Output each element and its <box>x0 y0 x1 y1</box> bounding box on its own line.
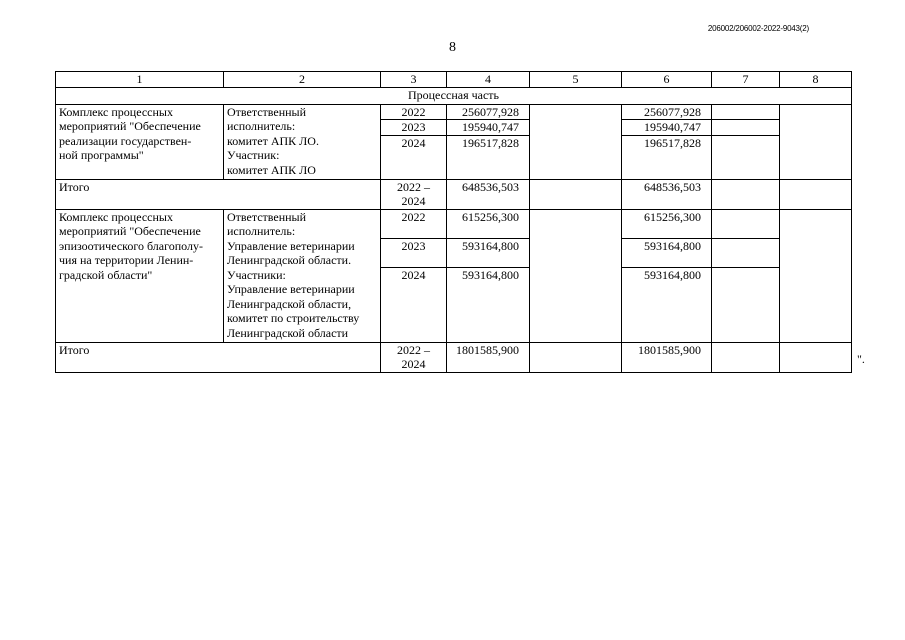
total-row <box>56 342 852 372</box>
section-row <box>56 87 852 104</box>
executor-line: Ленинградской области, <box>227 296 352 311</box>
executor-line: исполнитель: <box>227 119 296 133</box>
executor-line: Ответственный <box>227 104 307 119</box>
table-row <box>56 209 852 238</box>
value-cell <box>712 267 780 342</box>
header-cell: 3 <box>381 72 447 88</box>
value-cell: 615256,300 <box>447 209 530 238</box>
activity-name-line: чия на территории Ленин- <box>59 253 194 267</box>
value-cell <box>530 120 622 136</box>
activity-name-line: реализации государствен- <box>59 133 192 148</box>
total-label: Итого <box>56 342 381 372</box>
total-years <box>381 342 447 372</box>
total-value <box>780 342 852 372</box>
value-cell: 256077,928 <box>447 104 530 120</box>
executor-line: Управление ветеринарии <box>227 282 355 296</box>
total-label: Итого <box>56 179 381 209</box>
activity-name-line: градской области" <box>59 267 153 282</box>
value-cell <box>712 104 780 120</box>
value-cell <box>712 238 780 267</box>
value-cell <box>780 238 852 267</box>
activity-name-line: Комплекс процессных <box>59 209 173 224</box>
executor-line: комитет АПК ЛО <box>227 162 316 177</box>
year-cell: 2022 <box>381 104 447 120</box>
value-cell: 256077,928 <box>622 104 712 120</box>
value-cell: 195940,747 <box>622 120 712 136</box>
value-cell: 593164,800 <box>622 238 712 267</box>
activity-name-line: эпизоотического благополу- <box>59 238 203 253</box>
header-cell: 5 <box>530 72 622 88</box>
header-cell: 7 <box>712 72 780 88</box>
activity-name-line: Комплекс процессных <box>59 104 173 119</box>
total-years-line: 2022 – <box>397 342 430 357</box>
value-cell <box>712 135 780 179</box>
total-value: 1801585,900 <box>447 342 530 372</box>
executor-line: комитет АПК ЛО. <box>227 133 319 148</box>
total-value <box>530 179 622 209</box>
header-cell: 2 <box>224 72 381 88</box>
executor-line: Участник: <box>227 148 280 162</box>
total-years-line: 2024 <box>401 357 426 371</box>
value-cell <box>780 209 852 238</box>
total-value <box>530 342 622 372</box>
budget-table <box>55 71 852 373</box>
total-value <box>712 342 780 372</box>
value-cell: 593164,800 <box>447 238 530 267</box>
value-cell: 593164,800 <box>447 267 530 342</box>
value-cell <box>530 238 622 267</box>
total-row <box>56 179 852 209</box>
value-cell: 196517,828 <box>447 135 530 179</box>
value-cell <box>530 135 622 179</box>
page-number: 8 <box>449 40 456 55</box>
document-id: 206002/206002-2022-9043(2) <box>707 24 809 33</box>
value-cell: 615256,300 <box>622 209 712 238</box>
activity-name-cell <box>56 209 224 342</box>
value-cell <box>530 209 622 238</box>
header-cell: 4 <box>447 72 530 88</box>
header-row <box>56 72 852 88</box>
executor-cell <box>224 104 381 179</box>
executor-line: Ленинградской области. <box>227 253 352 267</box>
activity-name-line: мероприятий "Обеспечение <box>59 119 201 133</box>
executor-line: Ответственный <box>227 209 307 224</box>
executor-line: исполнитель: <box>227 224 296 238</box>
executor-line: Ленинградской области <box>227 325 349 340</box>
total-years <box>381 179 447 209</box>
total-value <box>712 179 780 209</box>
year-cell: 2024 <box>381 267 447 342</box>
activity-name-line: мероприятий "Обеспечение <box>59 224 201 238</box>
value-cell <box>780 104 852 120</box>
total-years-line: 2024 <box>401 194 426 208</box>
value-cell <box>530 104 622 120</box>
activity-name-line: ной программы" <box>59 148 144 162</box>
header-cell: 8 <box>780 72 852 88</box>
total-value: 648536,503 <box>622 179 712 209</box>
table-row <box>56 104 852 120</box>
year-cell: 2022 <box>381 209 447 238</box>
value-cell <box>780 135 852 179</box>
value-cell <box>530 267 622 342</box>
total-value <box>780 179 852 209</box>
header-cell: 1 <box>56 72 224 88</box>
executor-line: Управление ветеринарии <box>227 238 355 253</box>
year-cell: 2023 <box>381 120 447 136</box>
total-value: 648536,503 <box>447 179 530 209</box>
value-cell: 593164,800 <box>622 267 712 342</box>
value-cell: 196517,828 <box>622 135 712 179</box>
executor-line: комитет по строительству <box>227 311 360 325</box>
year-cell: 2023 <box>381 238 447 267</box>
section-title: Процессная часть <box>56 87 852 104</box>
value-cell <box>780 267 852 342</box>
value-cell <box>712 120 780 136</box>
executor-line: Участники: <box>227 267 286 282</box>
activity-name-cell <box>56 104 224 179</box>
closing-quote-mark: ". <box>857 352 865 366</box>
year-cell: 2024 <box>381 135 447 179</box>
value-cell: 195940,747 <box>447 120 530 136</box>
total-value: 1801585,900 <box>622 342 712 372</box>
value-cell <box>712 209 780 238</box>
header-cell: 6 <box>622 72 712 88</box>
executor-cell <box>224 209 381 342</box>
value-cell <box>780 120 852 136</box>
total-years-line: 2022 – <box>397 179 430 194</box>
